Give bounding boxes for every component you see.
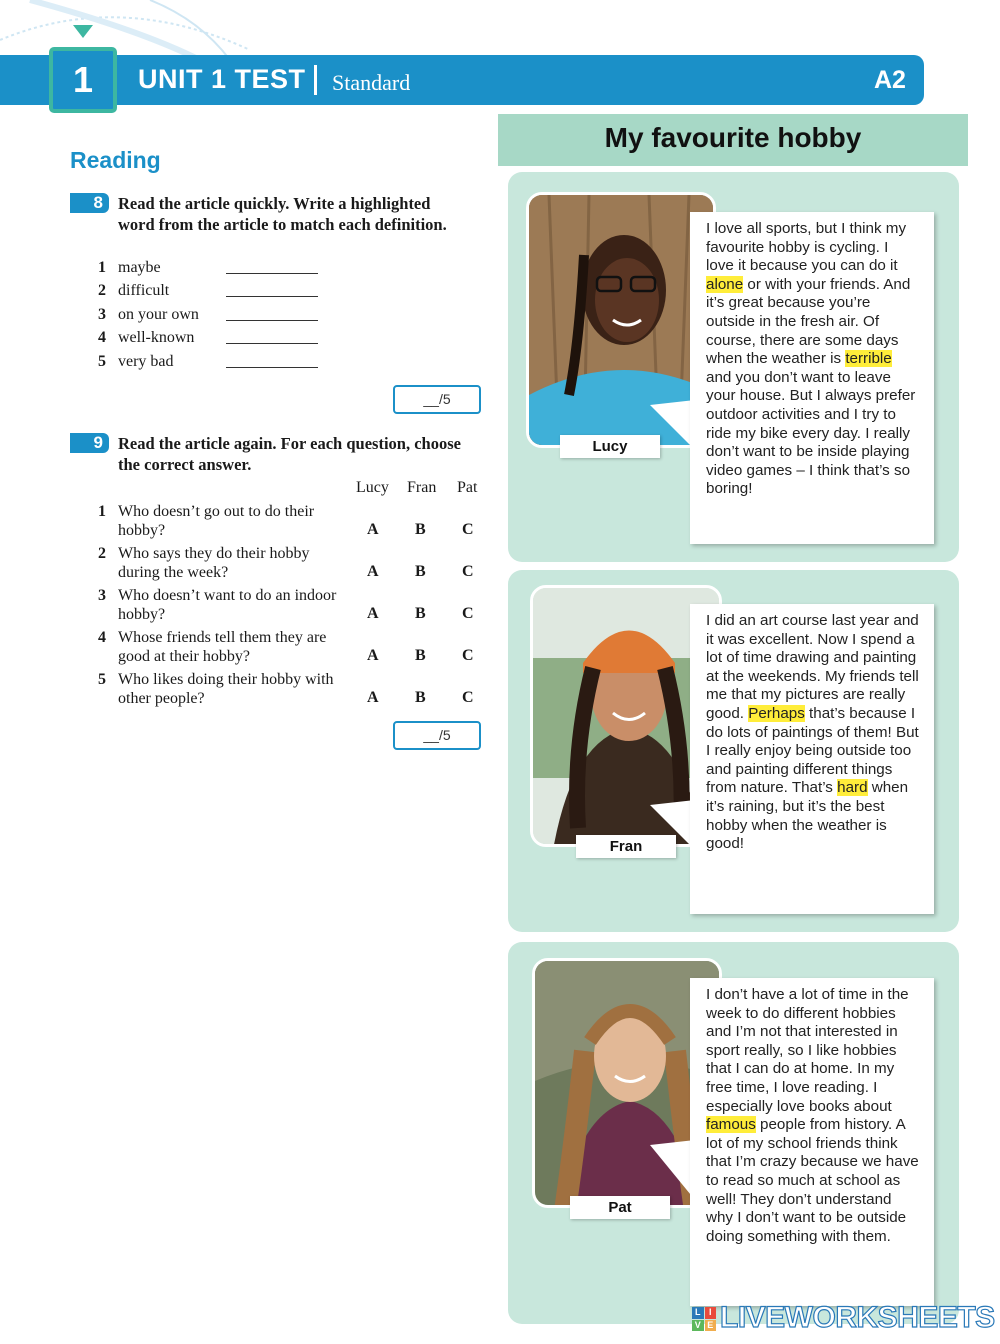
liveworksheets-watermark: LIVEWORKSHEETS (720, 1301, 995, 1334)
option-b[interactable]: B (415, 689, 426, 706)
option-a[interactable]: A (367, 605, 379, 622)
exercise-9-score-box[interactable]: __/5 (393, 721, 481, 750)
exercise-8-instruction: Read the article quickly. Write a highlighted word from the article to match each definition. (118, 194, 447, 234)
fran-name-tag: Fran (576, 835, 676, 858)
question-item: 3 Who doesn’t want to do an indoor hobby? (98, 587, 337, 623)
speech-bubble-tail (650, 1140, 695, 1200)
question-item: 2 Who says they do their hobby during the week? (98, 545, 310, 581)
option-b[interactable]: B (415, 605, 426, 622)
lucy-text-bubble: I love all sports, but I think my favourite hobby is cycling. I love it because you can do it alone or with your friends. And it’s great because you’re outside in the fresh air. Of course, there are some days when the weather is terrible and you don’t want to leave your house. But I always prefer outdoor activities and I try to ride my bike every day. I really don’t want to be inside playing video games – I think that’s so boring! (690, 212, 934, 544)
option-a[interactable]: A (367, 521, 379, 538)
answer-blank-3[interactable] (226, 320, 318, 321)
question-item: 5 Who likes doing their hobby with other people? (98, 671, 334, 707)
article-title: My favourite hobby (604, 122, 862, 153)
option-b[interactable]: B (415, 521, 426, 538)
option-a[interactable]: A (367, 647, 379, 664)
pat-text-bubble: I don’t have a lot of time in the week to do different hobbies and I’m not that interested in sport really, so I like hobbies that I can do at home. In my free time, I love reading. I especially love books about famous people from history. A lot of my school friends think that I’m crazy because we have to read so much at school as well! They don’t understand why I don’t want to be outside doing something with them. (690, 978, 934, 1306)
option-c[interactable]: C (462, 563, 474, 580)
speech-bubble-tail (650, 400, 695, 450)
option-c[interactable]: C (462, 689, 474, 706)
test-title: UNIT 1 TEST (138, 64, 306, 94)
pat-name-tag: Pat (570, 1196, 670, 1219)
answer-blank-1[interactable] (226, 273, 318, 274)
option-a[interactable]: A (367, 689, 379, 706)
option-b[interactable]: B (415, 563, 426, 580)
option-c[interactable]: C (462, 521, 474, 538)
option-c[interactable]: C (462, 647, 474, 664)
option-a[interactable]: A (367, 563, 379, 580)
answer-blank-2[interactable] (226, 296, 318, 297)
option-c[interactable]: C (462, 605, 474, 622)
highlighted-word: Perhaps (748, 704, 805, 722)
speech-bubble-tail (650, 800, 695, 850)
highlighted-word: hard (837, 779, 868, 797)
column-header-pat: Pat (457, 479, 478, 496)
exercise-8-score-box[interactable]: __/5 (393, 385, 481, 414)
definition-item: 1 maybe (98, 259, 328, 281)
exercise-9-badge: 9 (70, 433, 109, 453)
test-grade: A2 (874, 66, 906, 94)
definition-item: 5 very bad (98, 353, 328, 375)
highlighted-word: terrible (845, 350, 892, 368)
decorative-arcs (0, 0, 260, 60)
answer-blank-4[interactable] (226, 343, 318, 344)
highlighted-word: famous (706, 1116, 756, 1134)
header-divider (314, 65, 317, 95)
test-level: Standard (332, 70, 411, 95)
definition-item: 4 well-known (98, 329, 328, 351)
definition-item: 2 difficult (98, 282, 328, 304)
question-item: 4 Whose friends tell them they are good at their hobby? (98, 629, 327, 665)
fran-text-bubble: I did an art course last year and it was excellent. Now I spend a lot of time drawing and painting at the weekends. My friends tell me that my pictures are really good. Perhaps that’s because I do lots of paintings of them! But I really enjoy being outside too and painting different things from nature. That’s hard when it’s raining, but it’s the best hobby when the weather is good! (690, 604, 934, 914)
exercise-9-instruction: Read the article again. For each question, choose the correct answer. (118, 434, 461, 474)
liveworksheets-logo-icon: L I V E (692, 1307, 716, 1331)
triangle-down-icon (73, 25, 93, 38)
exercise-8-badge: 8 (70, 193, 109, 213)
definition-item: 3 on your own (98, 306, 328, 328)
unit-number: 1 (49, 47, 117, 113)
highlighted-word: alone (706, 275, 744, 293)
option-b[interactable]: B (415, 647, 426, 664)
section-title: Reading (70, 147, 161, 173)
question-item: 1 Who doesn’t go out to do their hobby? (98, 503, 315, 539)
column-header-fran: Fran (407, 479, 437, 496)
answer-blank-5[interactable] (226, 367, 318, 368)
lucy-name-tag: Lucy (560, 435, 660, 458)
column-header-lucy: Lucy (356, 479, 389, 496)
